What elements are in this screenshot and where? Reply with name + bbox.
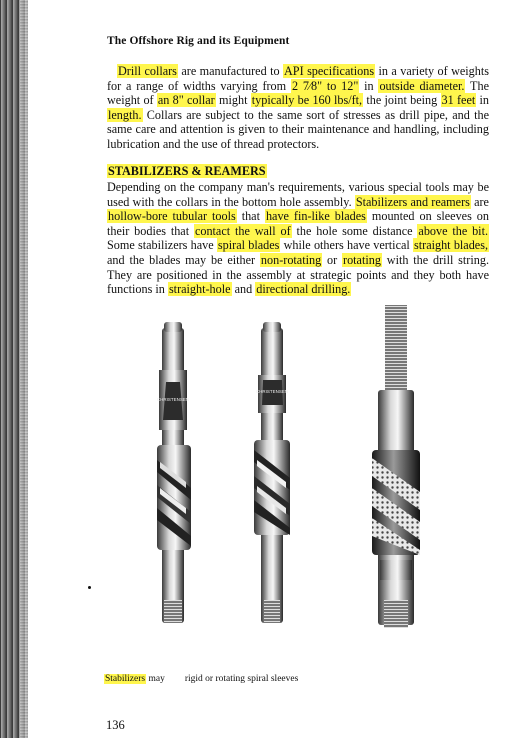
text: in bbox=[359, 78, 379, 93]
paragraph-drill-collars bbox=[107, 64, 489, 152]
text: might bbox=[215, 93, 251, 108]
highlight: contact the wall of bbox=[194, 223, 291, 238]
highlight: above the bit. bbox=[418, 223, 489, 238]
text: rigid or rotating spiral sleeves bbox=[184, 674, 299, 684]
text: that bbox=[236, 209, 265, 224]
text: the hole some distance bbox=[291, 223, 418, 238]
text: may bbox=[146, 674, 165, 684]
highlight: spiral blades bbox=[217, 238, 280, 253]
figure-caption bbox=[104, 673, 298, 685]
text: mounted on sleeves on their bodies that bbox=[107, 209, 489, 238]
stabilizer-slim-icon bbox=[254, 322, 290, 623]
scan-speck bbox=[88, 586, 91, 589]
text: Collars are subject to the same sort of stresses as drill pipe, and the same care and attention is given to their maintenance and handling, including lubrication and the use of thread protectors. bbox=[107, 107, 489, 151]
stabilizer-studded-icon bbox=[372, 305, 420, 628]
text: while others have vertical bbox=[280, 238, 414, 253]
paragraph-stabilizers bbox=[107, 180, 489, 297]
stabilizers-figure bbox=[140, 300, 450, 645]
text: Depending on the company man's requirements, various special tools may be used with the collars in the bottom hole assembly. bbox=[107, 180, 489, 209]
running-head: The Offshore Rig and its Equipment bbox=[107, 35, 290, 47]
text: The weight of bbox=[107, 78, 490, 108]
highlight: straight blades, bbox=[414, 238, 488, 253]
highlight: outside diameter. bbox=[379, 78, 465, 93]
text: and the blades may be either bbox=[107, 252, 260, 267]
highlight: directional drilling. bbox=[256, 282, 351, 297]
highlight: hollow-bore tubular tools bbox=[108, 209, 236, 224]
highlight: 2 7⁄8" to 12" bbox=[291, 78, 359, 93]
text: the joint being bbox=[363, 93, 441, 108]
highlight: have fin-like blades bbox=[265, 209, 366, 224]
text: with the drill string. They are positioned in the assembly at strategic points and they both have functions in bbox=[107, 252, 489, 297]
brand-label: CHRISTENSEN bbox=[156, 397, 190, 402]
text: or bbox=[322, 252, 343, 267]
highlight: typically be 160 lbs/ft, bbox=[251, 93, 363, 108]
highlight: non-rotating bbox=[260, 252, 322, 267]
page-number: 136 bbox=[106, 718, 125, 732]
text: are bbox=[470, 194, 489, 209]
stabilizers-illustration bbox=[140, 300, 450, 645]
highlight: Stabilizers bbox=[105, 674, 146, 684]
text: are manufactured to bbox=[177, 64, 283, 78]
highlight: API specifications bbox=[284, 64, 375, 78]
highlight: STABILIZERS & REAMERS bbox=[108, 164, 266, 178]
brand-label: CHRISTENSEN bbox=[255, 389, 289, 394]
text: in a variety of weights for a range of widths varying from bbox=[107, 64, 489, 93]
stabilizer-spiral-icon bbox=[157, 322, 191, 623]
text: Some stabilizers have bbox=[107, 238, 217, 253]
text: in bbox=[476, 93, 490, 108]
highlight: an 8" collar bbox=[157, 93, 215, 108]
highlight: straight-hole bbox=[168, 282, 231, 297]
highlight: rotating bbox=[343, 252, 381, 267]
highlight: Drill collars bbox=[118, 64, 177, 78]
section-heading bbox=[107, 164, 267, 178]
highlight: Stabilizers and reamers bbox=[355, 194, 470, 209]
book-spine-scan-edge bbox=[0, 0, 28, 738]
text: and bbox=[231, 282, 256, 297]
highlight: 31 feet bbox=[441, 93, 476, 108]
highlight: length. bbox=[108, 107, 142, 122]
